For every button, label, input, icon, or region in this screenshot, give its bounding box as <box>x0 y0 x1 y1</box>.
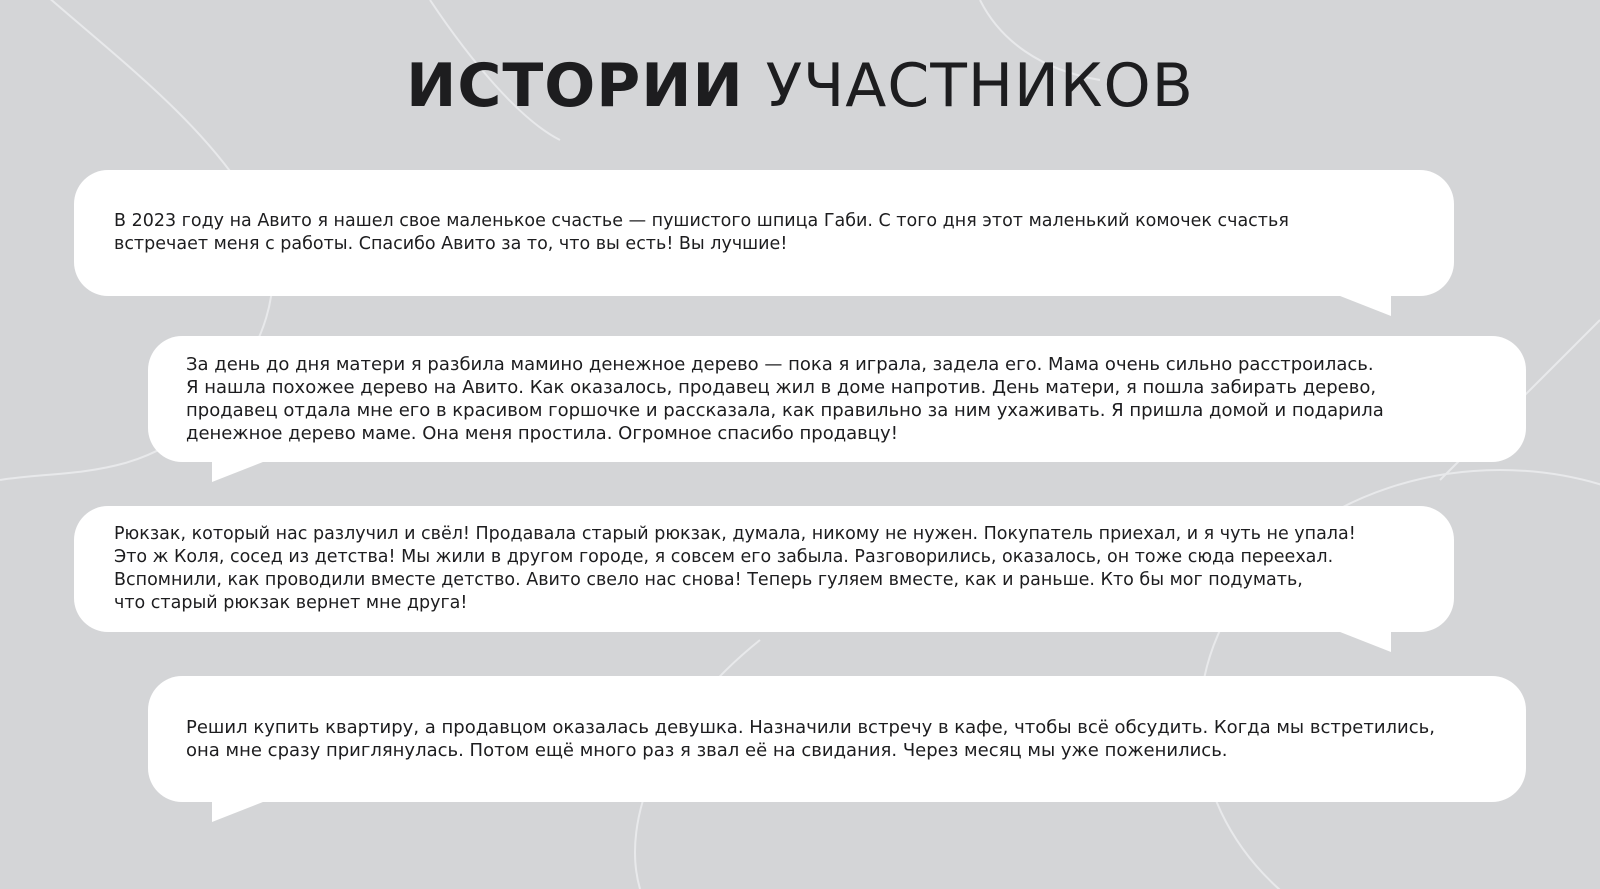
story-bubble-2-tail <box>212 460 268 482</box>
story-text-2: За день до дня матери я разбила мамино денежное дерево — пока я играла, задела его. Мама очень сильно расстроилась. Я нашла похожее дерево на Авито. Как оказалось, продавец жил в доме напротив. День матери, я пошла забирать дерево, продавец отдала мне его в красивом горшочке и рассказала, как правильно за ним ухаживать. Я пришла домой и подарила денежное дерево маме. Она меня простила. Огромное спасибо продавцу! <box>186 354 1384 444</box>
title-light: УЧАСТНИКОВ <box>765 51 1194 121</box>
story-bubble-1 <box>74 170 1454 296</box>
story-bubble-4-tail <box>212 800 268 822</box>
page-title <box>0 48 1600 124</box>
story-text-4: Решил купить квартиру, а продавцом оказалась девушка. Назначили встречу в кафе, чтобы всё обсудить. Когда мы встретились, она мне сразу приглянулась. Потом ещё много раз я звал её на свидания. Через месяц мы уже поженились. <box>186 717 1435 761</box>
story-bubble-3-tail <box>1335 630 1391 652</box>
story-text-3: Рюкзак, который нас разлучил и свёл! Продавала старый рюкзак, думала, никому не нужен. Покупатель приехал, и я чуть не упала! Это ж Коля, сосед из детства! Мы жили в другом городе, я совсем его забыла. Разговорились, оказалось, он тоже сюда переехал. Вспомнили, как проводили вместе детство. Авито свело нас снова! Теперь гуляем вместе, как и раньше. Кто бы мог подумать, что старый рюкзак вернет мне друга! <box>114 524 1356 613</box>
story-bubble-2 <box>148 336 1526 462</box>
story-text-1: В 2023 году на Авито я нашел свое маленькое счастье — пушистого шпица Габи. С того дня этот маленький комочек счастья встречает меня с работы. Спасибо Авито за то, что вы есть! Вы лучшие! <box>114 211 1289 254</box>
story-bubble-4 <box>148 676 1526 802</box>
story-bubble-1-tail <box>1335 294 1391 316</box>
story-bubble-3 <box>74 506 1454 632</box>
title-bold: ИСТОРИИ <box>406 51 744 121</box>
